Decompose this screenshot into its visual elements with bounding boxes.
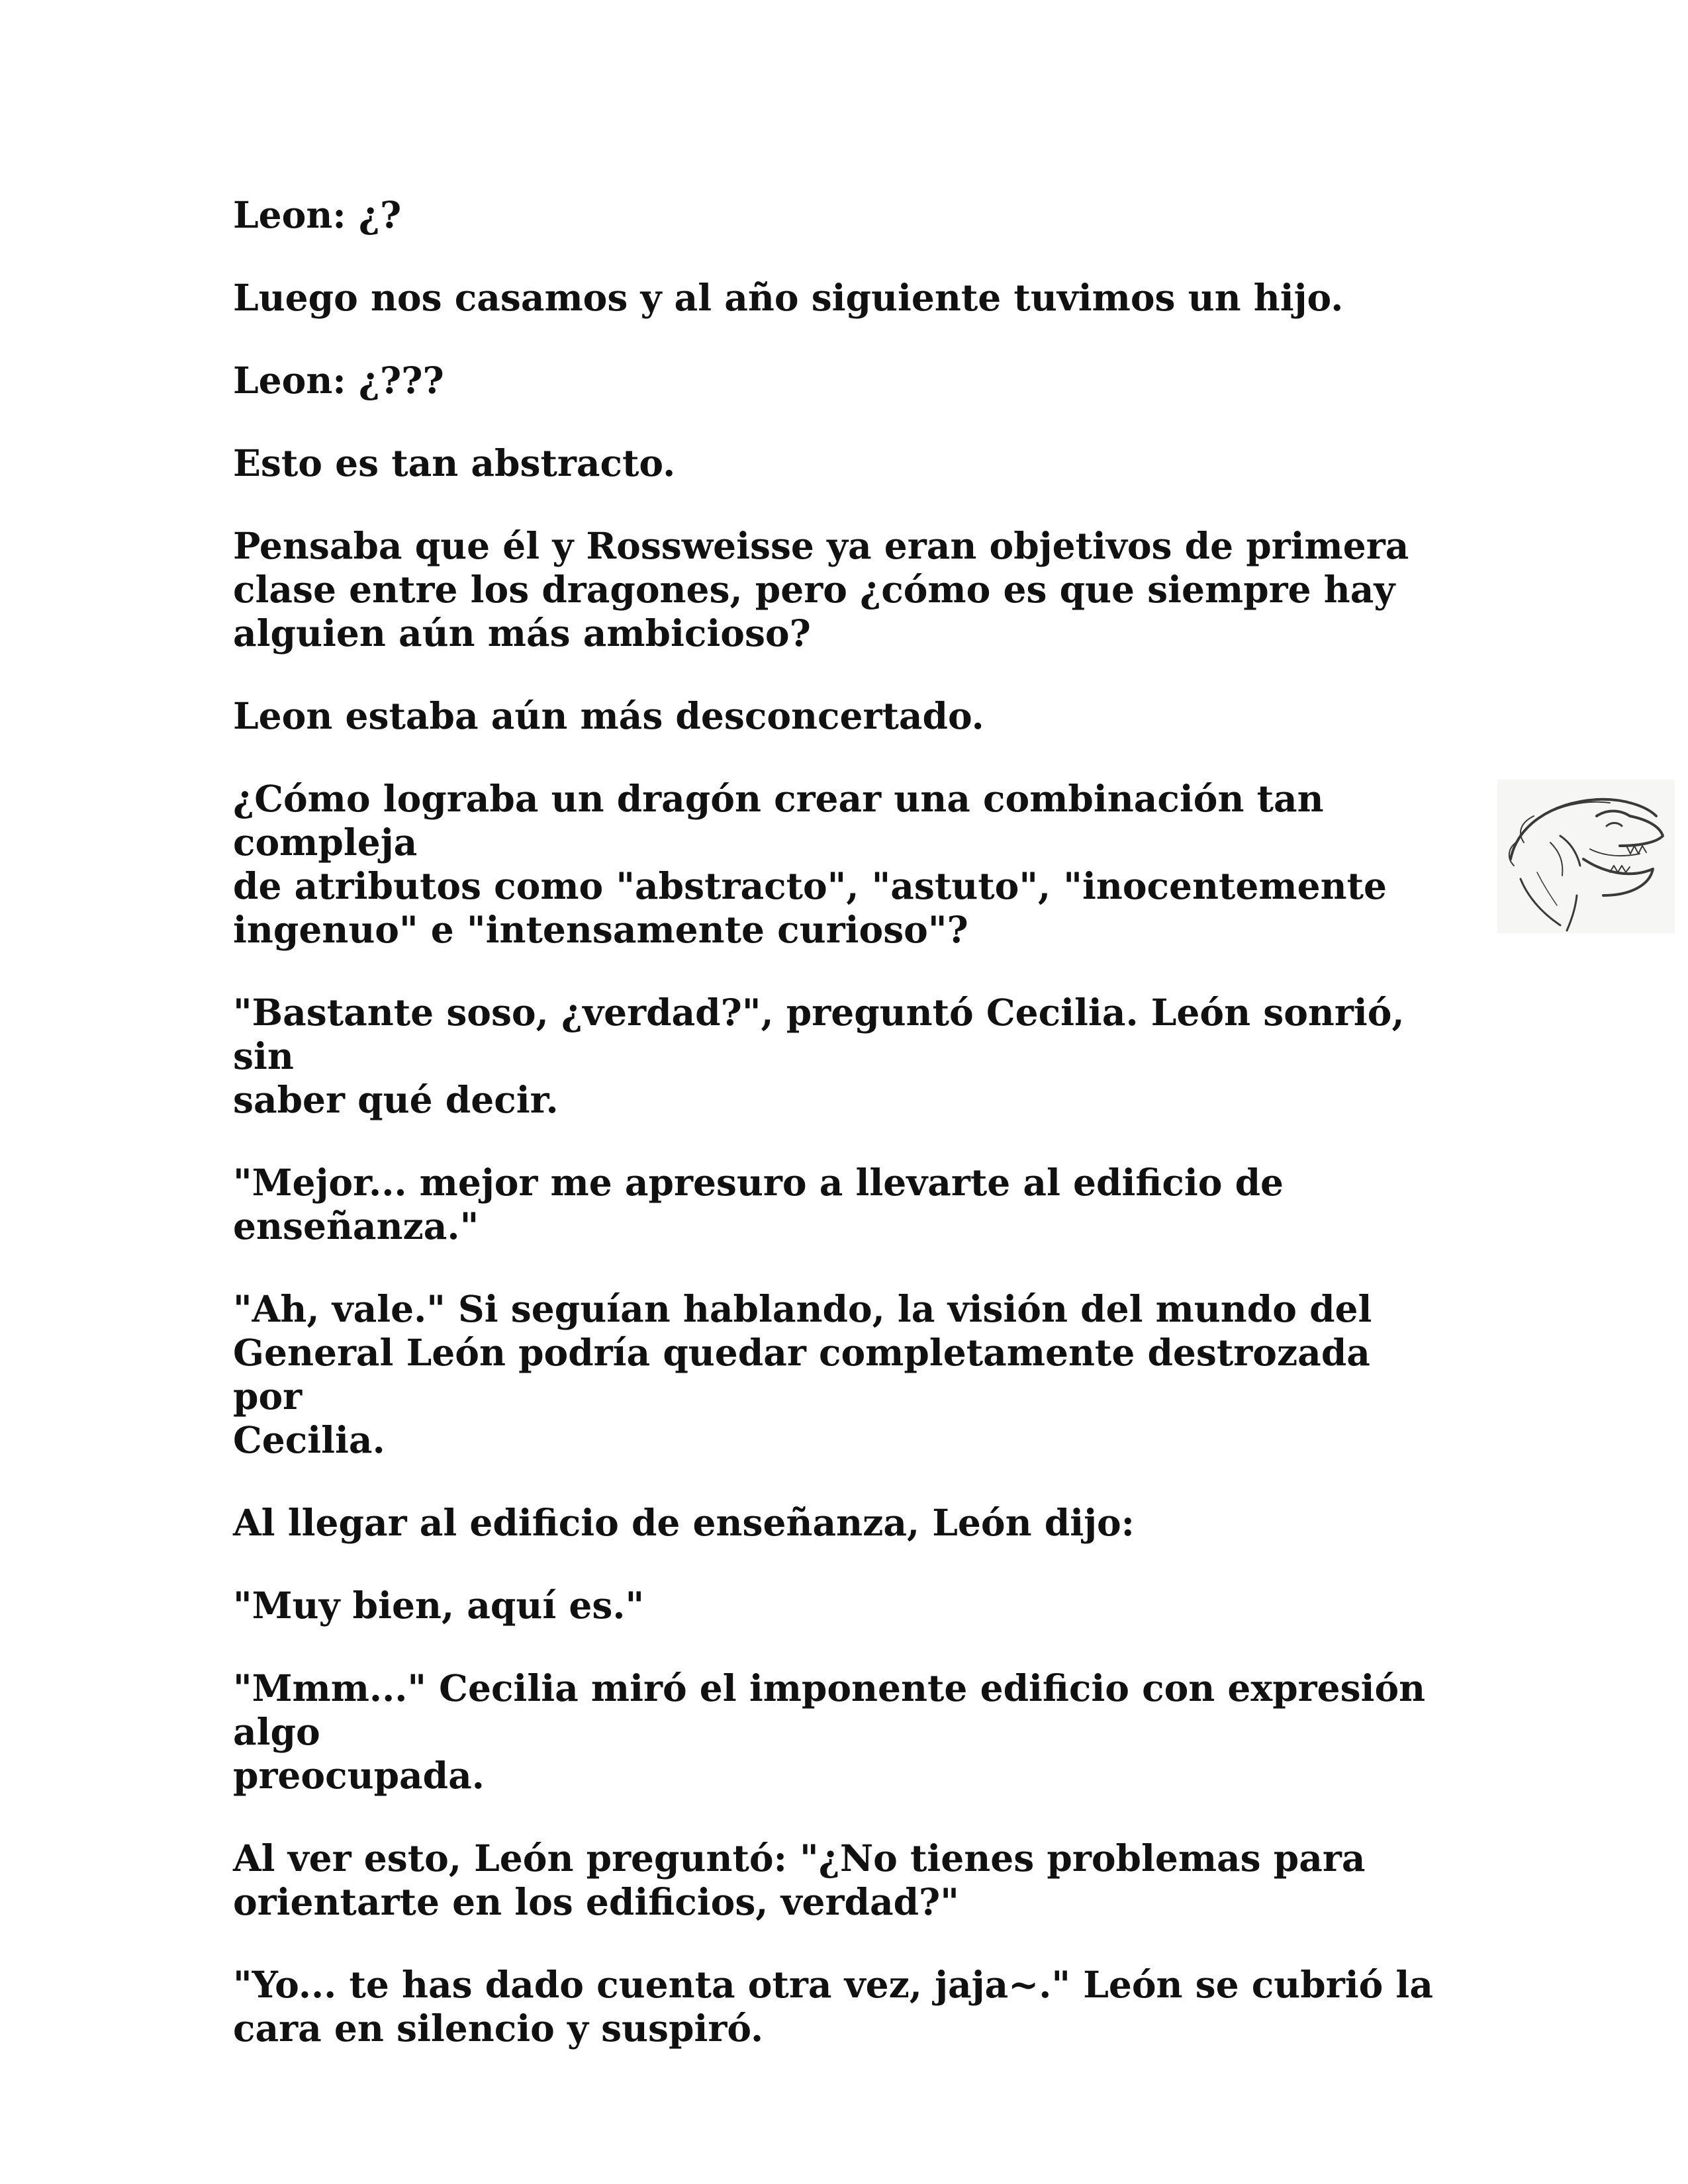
paragraph-2: Luego nos casamos y al año siguiente tuvimos un hijo.	[233, 276, 1344, 319]
paragraph-5: Pensaba que él y Rossweisse ya eran objetivos de primera clase entre los dragones, pero ¿cómo es que siempre hay alguien aún más ambicioso?	[233, 524, 1409, 655]
story-text	[233, 193, 1451, 2089]
paragraph-11: Al llegar al edificio de enseñanza, León dijo:	[233, 1501, 1135, 1544]
paragraph-9: "Mejor... mejor me apresuro a llevarte al edificio de enseñanza."	[233, 1161, 1284, 1248]
paragraph-15: "Yo... te has dado cuenta otra vez, jaja~." León se cubrió la cara en silencio y suspiró.	[233, 1963, 1433, 2050]
dragon-head-sketch-icon	[1497, 780, 1675, 933]
paragraph-8: "Bastante soso, ¿verdad?", preguntó Cecilia. León sonrió, sin saber qué decir.	[233, 991, 1405, 1121]
paragraph-10: "Ah, vale." Si seguían hablando, la visión del mundo del General León podría quedar completamente destrozada por Cecilia.	[233, 1287, 1372, 1461]
paragraph-12: "Muy bien, aquí es."	[233, 1584, 645, 1627]
paragraph-1: Leon: ¿?	[233, 193, 402, 236]
paragraph-3: Leon: ¿???	[233, 359, 444, 402]
paragraph-4: Esto es tan abstracto.	[233, 441, 676, 484]
paragraph-6: Leon estaba aún más desconcertado.	[233, 694, 984, 737]
paragraph-14: Al ver esto, León preguntó: "¿No tienes problemas para orientarte en los edificios, verdad?"	[233, 1837, 1366, 1923]
paragraph-13: "Mmm..." Cecilia miró el imponente edificio con expresión algo preocupada.	[233, 1666, 1426, 1797]
paragraph-7: ¿Cómo lograba un dragón crear una combinación tan compleja de atributos como "abstracto", "astuto", "inocentemente ingenuo" e "intensamente curioso"?	[233, 777, 1387, 951]
